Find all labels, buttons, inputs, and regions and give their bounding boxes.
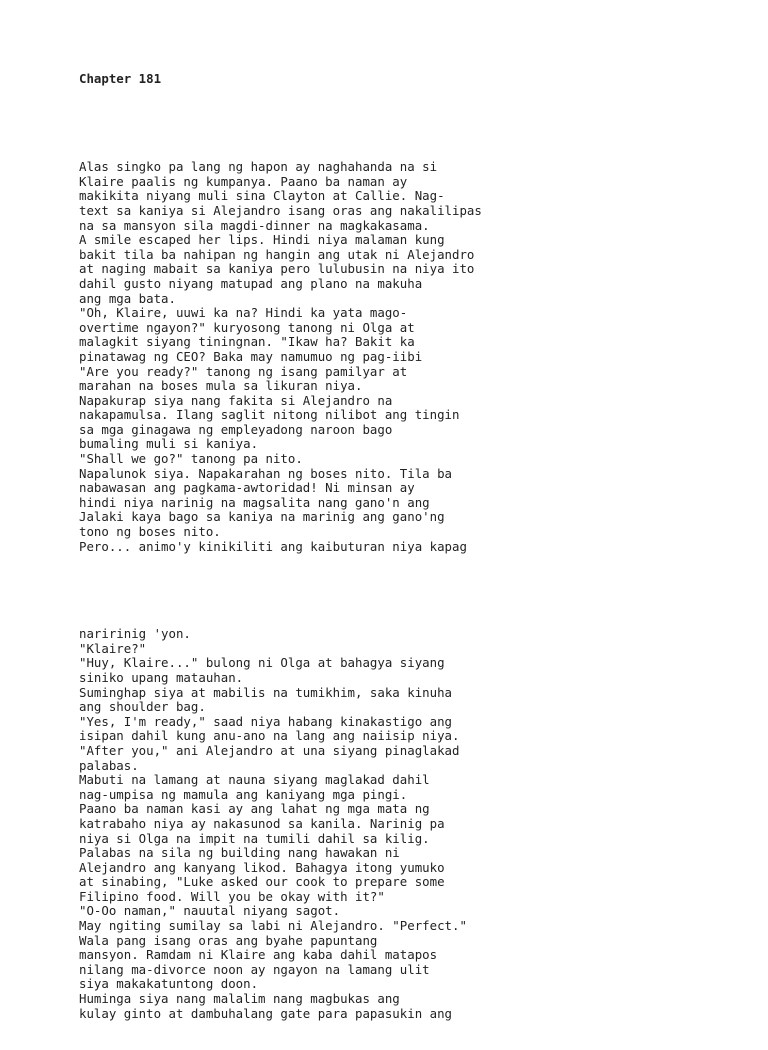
text-line: Wala pang isang oras ang byahe papuntang <box>79 932 378 948</box>
text-line: Jalaki kaya bago sa kaniya na marinig ang gano'ng <box>79 509 445 525</box>
text-line: A smile escaped her lips. Hindi niya malaman kung <box>79 232 445 248</box>
text-line: overtime ngayon?" kuryosong tanong ni Olga at <box>79 319 415 335</box>
text-line: May ngiting sumilay sa labi ni Alejandro. "Perfect." <box>79 918 467 934</box>
text-line: Palabas na sila ng building nang hawakan ni <box>79 845 400 861</box>
text-line: pinatawag ng CEO? Baka may namumuo ng pag-iibi <box>79 348 423 364</box>
paragraph-gap <box>79 583 759 598</box>
text-line: ang shoulder bag. <box>79 699 206 715</box>
text-line: mansyon. Ramdam ni Klaire ang kaba dahil matapos <box>79 947 438 963</box>
paragraph-block-1 <box>79 160 759 554</box>
text-line: "O-Oo naman," nauutal niyang sagot. <box>79 903 341 919</box>
text-line: Pero... animo'y kinikiliti ang kaibuturan niya kapag <box>79 538 467 554</box>
text-line: bumaling muli si kaniya. <box>79 436 259 452</box>
text-line: "After you," ani Alejandro at una siyang pinaglakad <box>79 742 460 758</box>
text-line: Filipino food. Will you be okay with it?" <box>79 888 385 904</box>
text-line: "Huy, Klaire..." bulong ni Olga at bahagya siyang <box>79 655 445 671</box>
text-line: kulay ginto at dambuhalang gate para papasukin ang <box>79 1005 452 1021</box>
text-line: at naging mabait sa kaniya pero lulubusin na niya ito <box>79 261 475 277</box>
text-line: Alas singko pa lang ng hapon ay naghahanda na si <box>79 159 438 175</box>
text-line: dahil gusto niyang matupad ang plano na makuha <box>79 275 423 291</box>
text-line: Klaire paalis ng kumpanya. Paano ba naman ay <box>79 173 408 189</box>
text-line: malagkit siyang tiningnan. "Ikaw ha? Bakit ka <box>79 334 415 350</box>
text-line: Napakurap siya nang fakita si Alejandro na <box>79 392 393 408</box>
text-line: "Are you ready?" tanong ng isang pamilyar at <box>79 363 408 379</box>
text-line: siya makakatuntong doon. <box>79 976 259 992</box>
chapter-title: Chapter 181 <box>79 71 162 86</box>
text-line: nabawasan ang pagkama-awtoridad! Ni minsan ay <box>79 480 415 496</box>
text-line: hindi niya narinig na magsalita nang gano'n ang <box>79 494 430 510</box>
text-line: marahan na boses mula sa likuran niya. <box>79 378 363 394</box>
text-line: "Oh, Klaire, uuwi ka na? Hindi ka yata mago- <box>79 305 408 321</box>
text-line: niya si Olga na impit na tumili dahil sa kilig. <box>79 830 430 846</box>
text-line: nakapamulsa. Ilang saglit nitong nilibot ang tingin <box>79 407 460 423</box>
text-line: at sinabing, "Luke asked our cook to prepare some <box>79 874 445 890</box>
text-line: bakit tila ba nahipan ng hangin ang utak ni Alejandro <box>79 246 475 262</box>
text-line: text sa kaniya si Alejandro isang oras ang nakalilipas <box>79 202 482 218</box>
text-line: "Klaire?" <box>79 640 147 656</box>
text-line: makikita niyang muli sina Clayton at Callie. Nag- <box>79 188 445 204</box>
text-line: na sa mansyon sila magdi-dinner na magkakasama. <box>79 217 430 233</box>
text-line: tono ng boses nito. <box>79 524 221 540</box>
chapter-body <box>79 131 759 1050</box>
text-line: nag-umpisa ng mamula ang kaniyang mga pingi. <box>79 786 408 802</box>
text-line: Huminga siya nang malalim nang magbukas ang <box>79 991 400 1007</box>
text-line: Suminghap siya at mabilis na tumikhim, saka kinuha <box>79 684 452 700</box>
text-line: Mabuti na lamang at nauna siyang maglakad dahil <box>79 772 430 788</box>
text-line: siniko upang matauhan. <box>79 669 244 685</box>
text-line: Alejandro ang kanyang likod. Bahagya itong yumuko <box>79 859 445 875</box>
text-line: Napalunok siya. Napakarahan ng boses nito. Tila ba <box>79 465 452 481</box>
text-line: sa mga ginagawa ng empleyadong naroon bago <box>79 421 393 437</box>
text-line: palabas. <box>79 757 139 773</box>
text-line: isipan dahil kung anu-ano na lang ang naiisip niya. <box>79 728 460 744</box>
text-line: Paano ba naman kasi ay ang lahat ng mga mata ng <box>79 801 430 817</box>
text-line: ang mga bata. <box>79 290 176 306</box>
text-line: "Yes, I'm ready," saad niya habang kinakastigo ang <box>79 713 452 729</box>
text-line: naririnig 'yon. <box>79 626 191 642</box>
text-line: katrabaho niya ay nakasunod sa kanila. Narinig pa <box>79 815 445 831</box>
paragraph-block-2 <box>79 627 759 1021</box>
text-line: nilang ma-divorce noon ay ngayon na lamang ulit <box>79 961 430 977</box>
text-line: "Shall we go?" tanong pa nito. <box>79 451 303 467</box>
